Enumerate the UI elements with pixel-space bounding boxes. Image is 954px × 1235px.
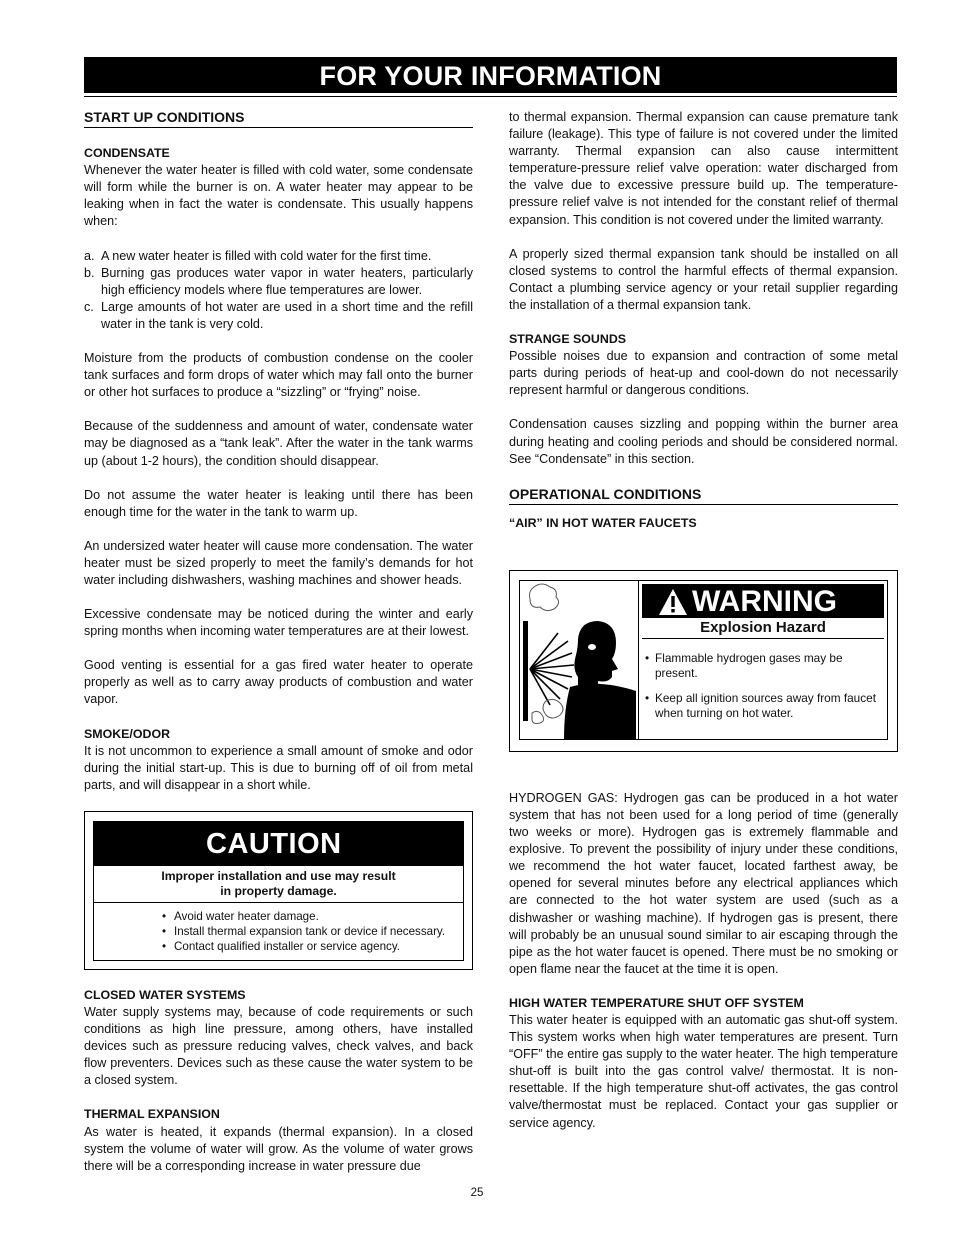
paragraph-venting: Good venting is essential for a gas fired water heater to operate properly as well as to carry away products of combustion and water vapor. bbox=[84, 658, 473, 707]
paragraph-undersized: An undersized water heater will cause more condensation. The water heater must be sized properly to meet the family’s demands for hot water including dishwashers, washing machines and shower heads. bbox=[84, 538, 473, 587]
list-item: c. Large amounts of hot water are used in a short time and the refill water in the tank is very cold. bbox=[84, 299, 473, 331]
warning-triangle-icon bbox=[658, 588, 688, 616]
list-item: b. Burning gas produces water vapor in water heaters, particularly high efficiency models where flue temperatures are lower. bbox=[84, 265, 473, 297]
heading-air-in-faucets: “AIR” IN HOT WATER FAUCETS bbox=[509, 515, 697, 530]
warning-subtitle: Explosion Hazard bbox=[642, 618, 884, 639]
paragraph-thermal-expansion: As water is heated, it expands (thermal expansion). In a closed system the volume of water will grow. As the volume of water grows there will be a corresponding increase in water pressure due bbox=[84, 1124, 473, 1173]
page-banner: FOR YOUR INFORMATION bbox=[84, 57, 897, 93]
paragraph-condensate: Whenever the water heater is filled with cold water, some condensate will form while the burner is on. A water heater may appear to be leaking when in fact the water is condensate. This usually happens when: bbox=[84, 163, 473, 229]
list-item: • Flammable hydrogen gases may be present. bbox=[645, 651, 887, 682]
warning-box bbox=[509, 570, 898, 752]
warning-list bbox=[639, 639, 887, 722]
paragraph-thermal-continued: to thermal expansion. Thermal expansion can cause premature tank failure (leakage). This type of failure is not covered under the limited warranty. Thermal expansion can also cause intermittent temperature-pressure relief valve operation: water discharged from the valve due to excessive pressure build up. The temperature-pressure relief valve is not intended for the constant relief of thermal expansion. This condition is not covered under the limited warranty. bbox=[509, 110, 898, 227]
list-item: a. A new water heater is filled with cold water for the first time. bbox=[84, 248, 432, 263]
paragraph-excessive: Excessive condensate may be noticed during the winter and early spring months when incoming water temperatures are at their lowest. bbox=[84, 607, 473, 639]
heading-thermal-expansion: THERMAL EXPANSION bbox=[84, 1107, 220, 1122]
paragraph-do-not-assume: Do not assume the water heater is leaking until there has been enough time for the water in the tank to warm up. bbox=[84, 487, 473, 519]
list-item: • Keep all ignition sources away from faucet when turning on hot water. bbox=[645, 691, 887, 722]
page-number: 25 bbox=[470, 1187, 484, 1199]
left-column bbox=[84, 109, 473, 1192]
caution-subtitle: Improper installation and use may result in property damage. bbox=[94, 866, 463, 903]
right-column bbox=[509, 109, 898, 1149]
paragraph-expansion-tank: A properly sized thermal expansion tank should be installed on all closed systems to control the harmful effects of thermal expansion. Contact a plumbing service agency or your retail supplier regarding the installation of a thermal expansion tank. bbox=[509, 246, 898, 312]
warning-title: WARNING bbox=[642, 584, 884, 618]
heading-start-up-conditions: START UP CONDITIONS bbox=[84, 109, 473, 128]
list-item: • Contact qualified installer or service agency. bbox=[162, 939, 463, 954]
caution-title: CAUTION bbox=[94, 822, 463, 866]
heading-strange-sounds: STRANGE SOUNDS bbox=[509, 332, 627, 347]
heading-smoke-odor: SMOKE/ODOR bbox=[84, 726, 171, 741]
paragraph-high-temp-shutoff: This water heater is equipped with an automatic gas shut-off system. This system works when high water temperatures are present. Turn “OFF” the entire gas supply to the water heater. The high temperature shut-off is built into the gas control valve/ thermostat. It is non-resettable. If the high temperature shut-off activates, the gas control valve/thermostat must be replaced. Contact your gas supplier or service agency. bbox=[509, 1013, 898, 1130]
condensate-list bbox=[84, 248, 473, 333]
list-item: • Install thermal expansion tank or device if necessary. bbox=[162, 924, 463, 939]
caution-box bbox=[84, 811, 473, 970]
paragraph-smoke: It is not uncommon to experience a small amount of smoke and odor during the initial start-up. This is due to burning off of oil from metal parts, and will disappear in a short while. bbox=[84, 743, 473, 792]
heading-closed-water-systems: CLOSED WATER SYSTEMS bbox=[84, 987, 246, 1002]
caution-list bbox=[94, 903, 463, 960]
heading-high-temp-shutoff: HIGH WATER TEMPERATURE SHUT OFF SYSTEM bbox=[509, 995, 804, 1010]
paragraph-closed-systems: Water supply systems may, because of code requirements or such conditions as high line pressure, among others, have installed devices such as pressure reducing valves, check valves, and back flow preventers. Devices such as these cause the water system to be a closed system. bbox=[84, 1005, 473, 1088]
explosion-person-icon bbox=[520, 581, 639, 739]
paragraph-sounds: Possible noises due to expansion and contraction of some metal parts during periods of heat-up and cool-down do not necessarily represent harmful or dangerous conditions. bbox=[509, 349, 898, 398]
heading-condensate: CONDENSATE bbox=[84, 146, 170, 161]
paragraph-sizzling: Condensation causes sizzling and popping within the burner area during heating and cooling periods and should be considered normal. See “Condensate” in this section. bbox=[509, 417, 898, 466]
heading-operational-conditions: OPERATIONAL CONDITIONS bbox=[509, 486, 898, 505]
paragraph-hydrogen-gas: HYDROGEN GAS: Hydrogen gas can be produced in a hot water system that has not been used for a long period of time (generally two weeks or more). Hydrogen gas is extremely flammable and explosive. To prevent the possibility of injury under these conditions, we recommend the hot water faucet, located farthest away, be opened for several minutes before any electrical appliances which are connected to the hot water system are used (such as a dishwasher or washing machine). If hydrogen gas is present, there will probably be an unusual sound similar to air escaping through the pipe as the hot water faucet is opened. There must be no smoking or open flame near the faucet at the time it is open. bbox=[509, 790, 898, 976]
paragraph-suddenness: Because of the suddenness and amount of water, condensate water may be diagnosed as a “tank leak”. After the water in the tank warms up (about 1-2 hours), the condition should disappear. bbox=[84, 419, 473, 468]
banner-rule bbox=[84, 96, 897, 97]
paragraph-moisture: Moisture from the products of combustion condense on the cooler tank surfaces and form drops of water which may fall onto the burner or other hot surfaces to produce a “sizzling” or “frying” noise. bbox=[84, 351, 473, 400]
list-item: • Avoid water heater damage. bbox=[162, 909, 463, 924]
